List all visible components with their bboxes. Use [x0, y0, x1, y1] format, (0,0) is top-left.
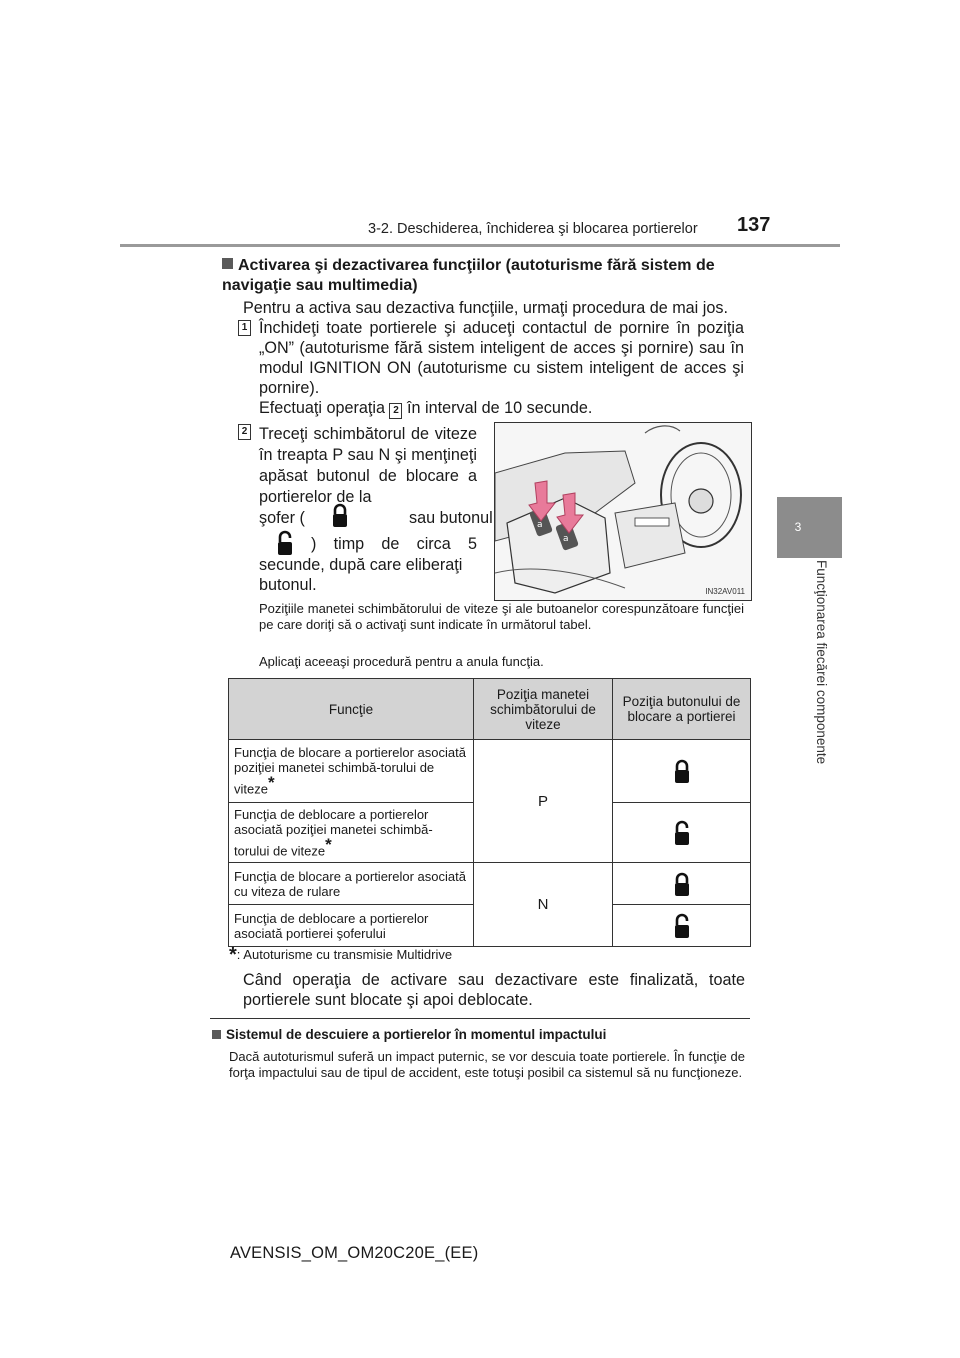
figure-code: IN32AV011: [705, 587, 745, 596]
heading-bullet-icon: [222, 258, 233, 269]
header-rule: [120, 244, 840, 247]
heading-bullet-icon: [212, 1030, 221, 1039]
subsection-text: Dacă autoturismul suferă un impact puternic, se vor descuia toate portierele. În funcţie de forţa impactului sau de tipul de accident, este totuşi posibil ca sistemul să nu funcţioneze.: [229, 1049, 745, 1080]
footer-model-code: AVENSIS_OM_OM20C20E_(EE): [230, 1244, 479, 1262]
unlock-icon: [672, 820, 692, 846]
section-divider: [210, 1018, 750, 1019]
svg-text:a: a: [563, 534, 569, 544]
step-2-marker: 2: [238, 424, 251, 440]
button-cell: [613, 740, 751, 803]
lock-icon: [672, 871, 692, 897]
position-cell: P: [474, 740, 613, 863]
subsection-heading: Sistemul de descuiere a portierelor în momentul impactului: [212, 1027, 606, 1042]
section-heading: Activarea şi dezactivarea funcţiilor (autoturisme fără sistem de navigaţie sau multimedia): [222, 257, 715, 294]
page-number: 137: [737, 214, 771, 236]
positions-note: Poziţiile manetei schimbătorului de viteze şi ale butoanelor corespunzătoare funcţiei pe care doriţi să o activaţi sunt indicate în următorul tabel.: [259, 601, 744, 632]
table-row: [229, 863, 751, 905]
shift-lever-illustration: [494, 422, 752, 601]
intro-text: Pentru a activa sau dezactiva funcţiile, urmaţi procedura de mai jos.: [243, 299, 728, 317]
console-drawing: [495, 423, 751, 600]
function-cell: Funcţia de blocare a portierelor asociată poziţiei manetei schimbă-torului de viteze*: [229, 740, 474, 803]
lock-icon: [330, 502, 350, 528]
chapter-number: 3: [794, 520, 802, 534]
function-cell: Funcţia de deblocare a portierelor asociată poziţiei manetei schimbă-torului de viteze*: [229, 803, 474, 863]
chapter-title-vertical: [769, 560, 829, 860]
running-header: 3-2. Deschiderea, închiderea şi blocarea portierelor: [368, 221, 698, 237]
unlock-icon: [275, 530, 295, 556]
step-2-text: Treceţi schimbătorul de viteze în treapta P sau N şi menţineţi apăsat butonul de blocare a portierelor de la: [259, 425, 477, 506]
chapter-title: Funcţionarea fiecărei componente: [814, 560, 829, 765]
step-2-text-b: şofer (: [259, 509, 305, 527]
lock-icon: [672, 758, 692, 784]
function-table: [228, 678, 751, 947]
table-footnote: *: Autoturisme cu transmisie Multidrive: [229, 944, 453, 966]
header-function: Funcţie: [229, 679, 474, 740]
unlock-icon: [672, 913, 692, 939]
table-row: [229, 740, 751, 803]
function-cell: Funcţia de deblocare a portierelor asociată portierei şoferului: [229, 905, 474, 947]
step-1-text: Închideţi toate portierele şi aduceţi contactul de pornire în poziţia „ON” (autoturisme fără sistem inteligent de acces şi pornire) sau în modul IGNITION ON (autoturisme cu sistem inteligent de acces şi pornire).: [259, 319, 744, 397]
cancel-note: Aplicaţi aceeaşi procedură pentru a anula funcţia.: [259, 654, 544, 669]
function-cell: Funcţia de blocare a portierelor asociată cu viteza de rulare: [229, 863, 474, 905]
button-cell: [613, 905, 751, 947]
completion-text: Când operaţia de activare sau dezactivare este finalizată, toate portierele sunt blocate şi apoi deblocate.: [243, 971, 745, 1009]
step-2-reference: 2: [389, 403, 402, 419]
position-cell: N: [474, 863, 613, 947]
step-1-marker: 1: [238, 320, 251, 336]
step-1-timing: Efectuaţi operaţia 2 în interval de 10 secunde.: [259, 399, 593, 417]
step-2-text-c: ) timp de circa 5: [311, 535, 477, 553]
step-2-text-b-post: sau butonul: [409, 509, 493, 527]
header-shift-position: Poziţia manetei schimbătorului de viteze: [474, 679, 613, 740]
table-header-row: [229, 679, 751, 740]
button-cell: [613, 863, 751, 905]
step-2-text-d: secunde, după care eliberaţi butonul.: [259, 556, 463, 594]
button-cell: [613, 803, 751, 863]
header-lock-button-position: Poziţia butonului de blocare a portierei: [613, 679, 751, 740]
svg-text:a: a: [537, 520, 543, 530]
